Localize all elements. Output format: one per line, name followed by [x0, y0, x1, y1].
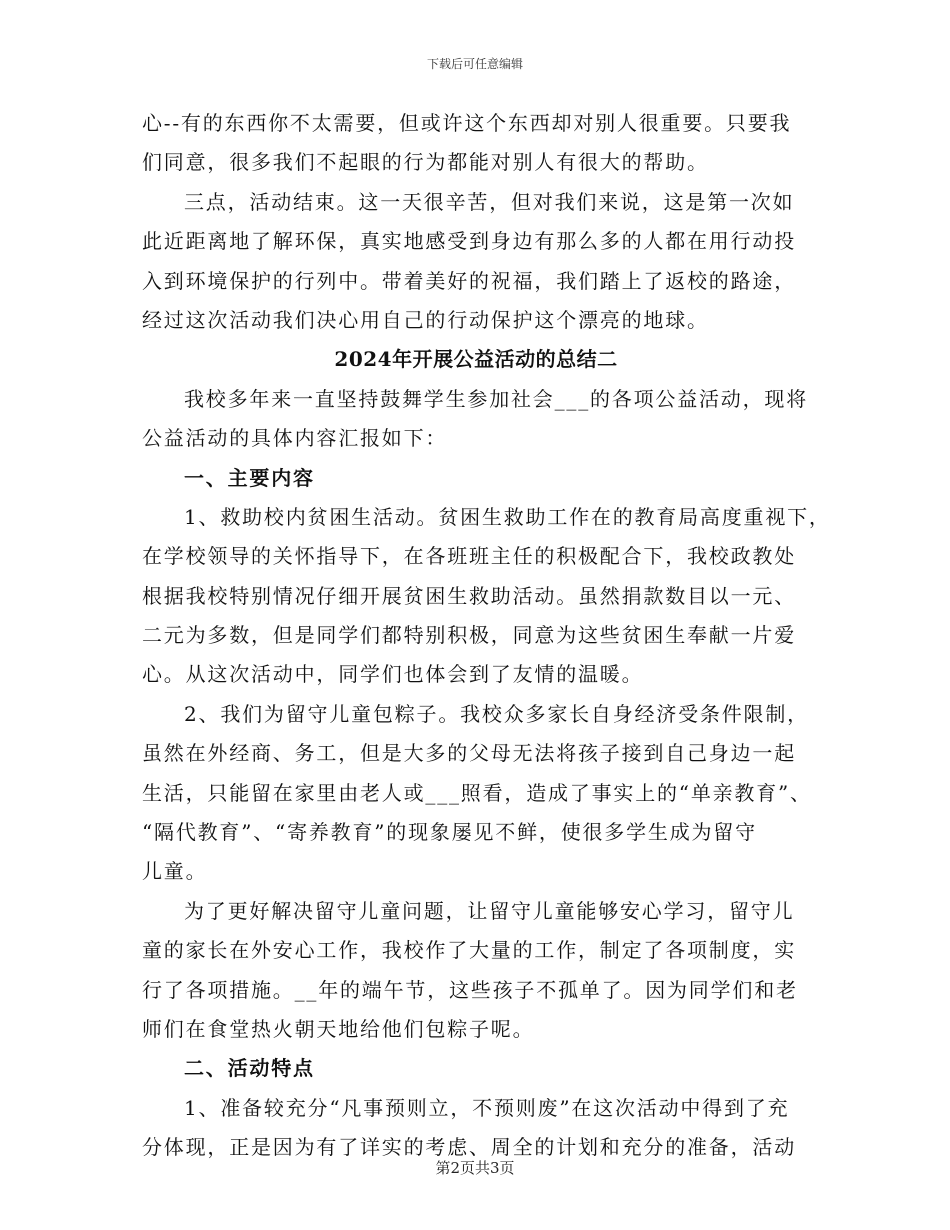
paragraph-line: 为了更好解决留守儿童问题，让留守儿童能够安心学习，留守儿	[184, 898, 795, 923]
paragraph-line: 入到环境保护的行列中。带着美好的祝福，我们踏上了返校的路途，	[142, 268, 796, 293]
paragraph-line: 生活，只能留在家里由老人或___照看，造成了事实上的“单亲教育”、	[142, 780, 812, 805]
paragraph-line: 经过这次活动我们决心用自己的行动保护这个漂亮的地球。	[142, 307, 709, 332]
paragraph-line: 1、准备较充分“凡事预则立，不预则废”在这次活动中得到了充	[184, 1095, 790, 1120]
paragraph-line: 我校多年来一直坚持鼓舞学生参加社会___的各项公益活动，现将	[184, 386, 808, 411]
section-title: 2024年开展公益活动的总结二	[334, 347, 618, 372]
paragraph-line: 心。从这次活动中，同学们也体会到了友情的温暖。	[142, 662, 644, 687]
page-footer: 第2页共3页	[435, 1159, 515, 1177]
heading-main-content: 一、主要内容	[184, 465, 315, 490]
paragraph-line: 心--有的东西你不太需要，但或许这个东西却对别人很重要。只要我	[142, 111, 792, 135]
paragraph-line: 分体现，正是因为有了详实的考虑、周全的计划和充分的准备，活动	[142, 1135, 796, 1160]
paragraph-line: 儿童。	[142, 859, 208, 884]
paragraph-line: 在学校领导的关怀指导下，在各班班主任的积极配合下，我校政教处	[142, 544, 796, 569]
paragraph-line: 1、救助校内贫困生活动。贫困生救助工作在的教育局高度重视下，	[184, 504, 831, 529]
paragraph-line: 行了各项措施。__年的端午节，这些孩子不孤单了。因为同学们和老	[142, 977, 798, 1002]
paragraph-line: 们同意，很多我们不起眼的行为都能对别人有很大的帮助。	[142, 150, 709, 175]
paragraph-line: 根据我校特别情况仔细开展贫困生救助活动。虽然捐款数目以一元、	[142, 583, 796, 608]
paragraph-line: “隔代教育”、“寄养教育”的现象屡见不鲜，使很多学生成为留守	[142, 820, 757, 845]
document-body	[142, 104, 831, 1168]
paragraph-line: 师们在食堂热火朝天地给他们包粽子呢。	[142, 1016, 535, 1041]
page-header: 下载后可任意编辑	[426, 57, 523, 71]
heading-activity-features: 二、活动特点	[184, 1056, 315, 1081]
paragraph-line: 2、我们为留守儿童包粽子。我校众多家长自身经济受条件限制，	[184, 701, 809, 726]
paragraph-line: 二元为多数，但是同学们都特别积极，同意为这些贫困生奉献一片爱	[142, 623, 796, 648]
paragraph-line: 公益活动的具体内容汇报如下：	[142, 426, 448, 451]
paragraph-line: 虽然在外经商、务工，但是大多的父母无法将孩子接到自己身边一起	[142, 741, 796, 766]
paragraph-line: 童的家长在外安心工作，我校作了大量的工作，制定了各项制度，实	[142, 938, 796, 963]
paragraph-line: 此近距离地了解环保，真实地感受到身边有那么多的人都在用行动投	[142, 229, 796, 254]
paragraph-line: 三点，活动结束。这一天很辛苦，但对我们来说，这是第一次如	[184, 189, 795, 214]
